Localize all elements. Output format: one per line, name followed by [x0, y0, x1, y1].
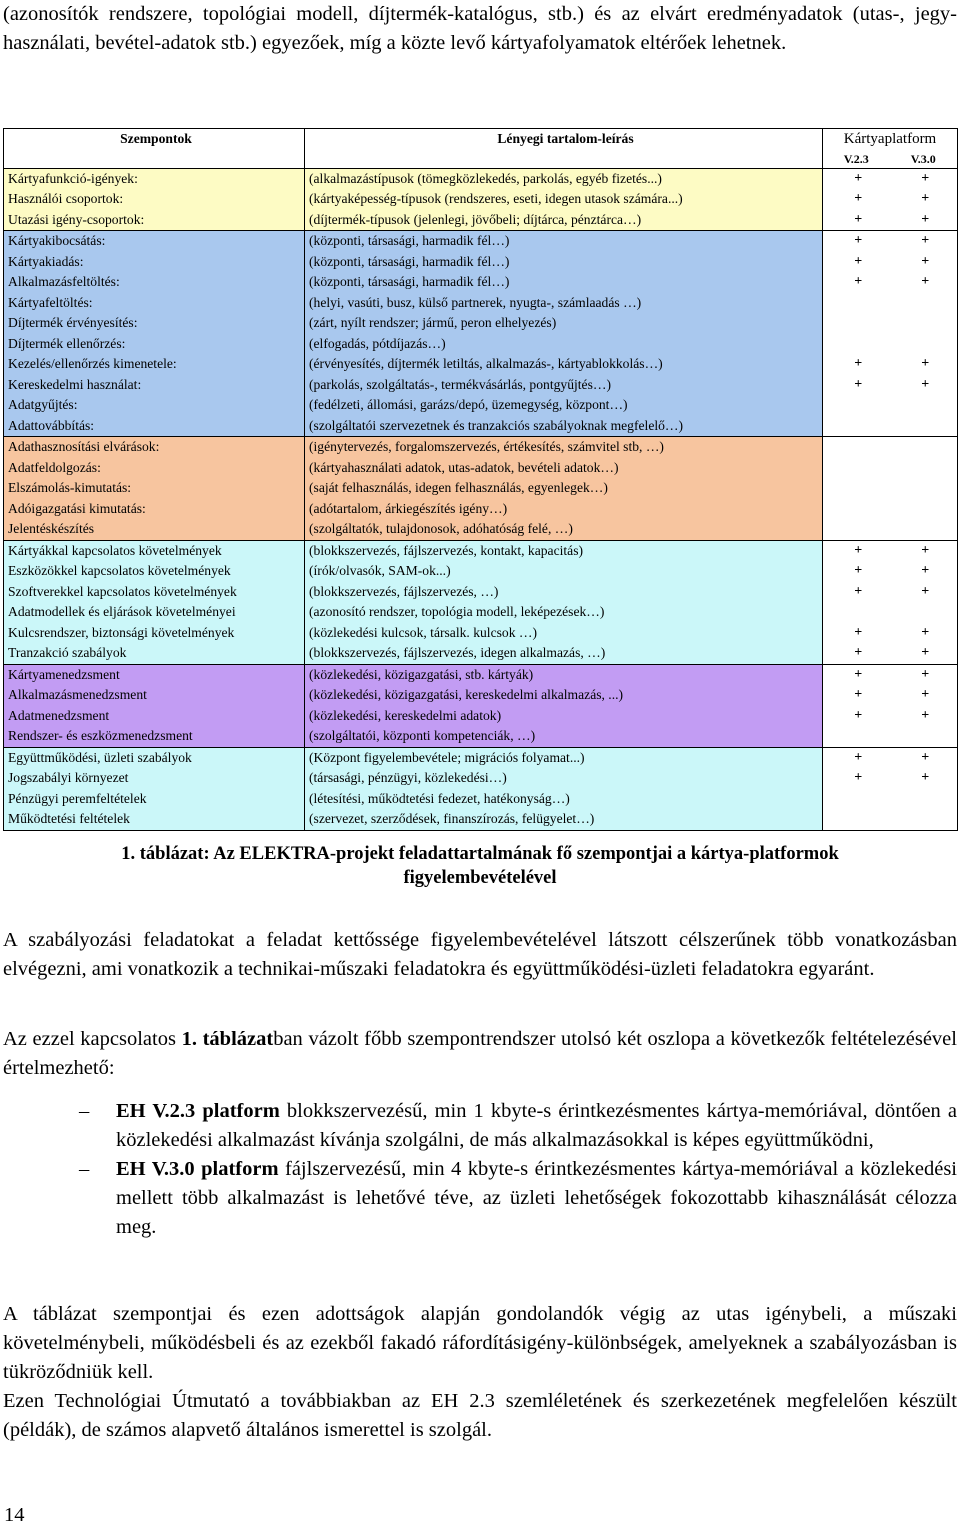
aspect-cell: Díjtermék ellenőrzés:	[4, 334, 305, 355]
aspect-cell: Adatmodellek és eljárások követelményei	[4, 602, 305, 623]
table-row	[4, 643, 958, 664]
description-cell: (fedélzeti, állomási, garázs/depó, üzemegység, központ…)	[305, 395, 823, 416]
description-cell: (létesítési, működtetési fedezet, hatékonyság…)	[305, 789, 823, 810]
v23-cell: +	[823, 231, 890, 252]
aspect-cell: Kártyakibocsátás:	[4, 231, 305, 252]
description-cell: (parkolás, szolgáltatás-, termékvásárlás, pontgyűjtés…)	[305, 375, 823, 396]
v30-cell: +	[890, 168, 958, 189]
v23-cell: +	[823, 623, 890, 644]
aspect-cell: Adatfeldolgozás:	[4, 458, 305, 479]
caption-line-2: figyelembevételével	[403, 868, 557, 888]
v23-cell	[823, 789, 890, 810]
v30-cell	[890, 499, 958, 520]
v30-cell: +	[890, 664, 958, 685]
v30-cell	[890, 416, 958, 437]
v23-cell: +	[823, 210, 890, 231]
bullet-item	[80, 1155, 957, 1242]
description-cell: (helyi, vasúti, busz, külső partnerek, nyugta-, számlaadás …)	[305, 293, 823, 314]
aspect-cell: Tranzakció szabályok	[4, 643, 305, 664]
v30-cell: +	[890, 375, 958, 396]
platform-bullet-list	[80, 1097, 957, 1242]
v23-cell: +	[823, 706, 890, 727]
aspect-cell: Kártyákkal kapcsolatos követelmények	[4, 540, 305, 561]
v30-cell	[890, 458, 958, 479]
v30-cell	[890, 789, 958, 810]
bullet-title: EH V.2.3 platform	[116, 1100, 280, 1122]
v30-cell	[890, 334, 958, 355]
v30-cell: +	[890, 706, 958, 727]
v30-cell: +	[890, 561, 958, 582]
dash-icon: –	[79, 1158, 90, 1180]
description-cell: (szolgáltatói szervezetnek és tranzakciós szabályoknak megfelelő…)	[305, 416, 823, 437]
description-cell: (alkalmazástípusok (tömegközlekedés, parkolás, egyéb fizetés...)	[305, 168, 823, 189]
v30-cell	[890, 519, 958, 540]
table-row	[4, 334, 958, 355]
table-row	[4, 395, 958, 416]
page-number: 14	[4, 1504, 25, 1526]
table-row	[4, 168, 958, 189]
description-cell: (központi, társasági, harmadik fél…)	[305, 252, 823, 273]
table-row	[4, 252, 958, 273]
aspect-cell: Díjtermék érvényesítés:	[4, 313, 305, 334]
aspect-cell: Adattovábbítás:	[4, 416, 305, 437]
table-row	[4, 747, 958, 768]
caption-line-1: 1. táblázat: Az ELEKTRA-projekt feladattartalmának fő szempontjai a kártya-platformok	[121, 844, 839, 864]
v30-cell	[890, 478, 958, 499]
aspect-cell: Utazási igény-csoportok:	[4, 210, 305, 231]
description-cell: (díjtermék-típusok (jelenlegi, jövőbeli; díjtárca, pénztárca…)	[305, 210, 823, 231]
v30-cell: +	[890, 768, 958, 789]
v23-cell	[823, 313, 890, 334]
description-cell: (írók/olvasók, SAM-ok...)	[305, 561, 823, 582]
table-row	[4, 768, 958, 789]
paragraph-2: A szabályozási feladatokat a feladat kettőssége figyelembevételével látszott célszerűnek több vonatkozásban elvégezni, ami vonatkozik a technikai-műszaki feladatokra és együttműködési-üzleti feladatokra egyaránt.	[3, 929, 957, 980]
aspect-cell: Kulcsrendszer, biztonsági követelmények	[4, 623, 305, 644]
header-card-platform: Kártyaplatform	[823, 129, 958, 150]
v30-cell: +	[890, 272, 958, 293]
v30-cell	[890, 726, 958, 747]
aspect-cell: Kártyafunkció-igények:	[4, 168, 305, 189]
table-row	[4, 189, 958, 210]
v30-cell	[890, 437, 958, 458]
description-cell: (saját felhasználás, idegen felhasználás, egyenlegek…)	[305, 478, 823, 499]
bullet-text: blokkszervezésű, min 1 kbyte-s érintkezésmentes kártya-memóriával, döntően a közlekedési alkalmazást kívánja szolgálni, de más alkalmazásokkal is képes együttműködni,	[116, 1100, 957, 1151]
table-row	[4, 272, 958, 293]
v23-cell	[823, 395, 890, 416]
table-row	[4, 231, 958, 252]
description-cell: (elfogadás, pótdíjazás…)	[305, 334, 823, 355]
aspect-cell: Szoftverekkel kapcsolatos követelmények	[4, 582, 305, 603]
bullet-item	[80, 1097, 957, 1155]
v23-cell: +	[823, 685, 890, 706]
table-row	[4, 664, 958, 685]
dash-icon: –	[79, 1100, 90, 1122]
v23-cell	[823, 416, 890, 437]
v23-cell	[823, 809, 890, 830]
aspect-cell: Pénzügyi peremfeltételek	[4, 789, 305, 810]
v30-cell: +	[890, 623, 958, 644]
v23-cell: +	[823, 540, 890, 561]
paragraph-3-after: ban vázolt főbb szempontrendszer utolsó két oszlopa a következők feltételezésével értelmezhető:	[3, 1028, 957, 1079]
table-row	[4, 582, 958, 603]
description-cell: (Központ figyelembevétele; migrációs folyamat...)	[305, 747, 823, 768]
table-row	[4, 478, 958, 499]
v23-cell	[823, 458, 890, 479]
aspect-cell: Alkalmazásmenedzsment	[4, 685, 305, 706]
aspect-cell: Elszámolás-kimutatás:	[4, 478, 305, 499]
aspect-cell: Adathasznosítási elvárások:	[4, 437, 305, 458]
aspect-cell: Adóigazgatási kimutatás:	[4, 499, 305, 520]
aspect-cell: Kártyamenedzsment	[4, 664, 305, 685]
paragraph-4: A táblázat szempontjai és ezen adottságok alapján gondolandók végig az utas igénybeli, a műszaki követelménybeli, működésbeli és az ezekből fakadó ráfordításigény-különbségek, amelyeknek a szabályozásban is tükröződniük kell.	[3, 1303, 957, 1383]
v23-cell: +	[823, 252, 890, 273]
description-cell: (társasági, pénzügyi, közlekedési…)	[305, 768, 823, 789]
description-cell: (szolgáltatói, központi kompetenciák, …)	[305, 726, 823, 747]
v23-cell: +	[823, 354, 890, 375]
v30-cell	[890, 602, 958, 623]
table-row	[4, 561, 958, 582]
table-row	[4, 354, 958, 375]
table-row	[4, 540, 958, 561]
description-cell: (adótartalom, árkiegészítés igény…)	[305, 499, 823, 520]
v23-cell	[823, 602, 890, 623]
v23-cell: +	[823, 768, 890, 789]
aspect-cell: Alkalmazásfeltöltés:	[4, 272, 305, 293]
paragraph-3	[3, 1025, 957, 1083]
description-cell: (igénytervezés, forgalomszervezés, értékesítés, számvitel stb, …)	[305, 437, 823, 458]
table-row	[4, 293, 958, 314]
bullet-text: fájlszervezésű, min 4 kbyte-s érintkezésmentes kártya-memóriával a közlekedési mellett több alkalmazást is lehetővé téve, az üzleti lehetőségek fokozottabb kihasználását célozza meg.	[116, 1158, 957, 1238]
bullet-title: EH V.3.0 platform	[116, 1158, 279, 1180]
v23-cell: +	[823, 375, 890, 396]
description-cell: (érvényesítés, díjtermék letiltás, alkalmazás-, kártyablokkolás…)	[305, 354, 823, 375]
intro-paragraph: (azonosítók rendszere, topológiai modell, díjtermék-katalógus, stb.) és az elvárt eredményadatok (utas-, jegy-használati, bevétel-adatok stb.) egyezőek, míg a közte levő kártyafolyamatok eltérőek lehetnek.	[3, 3, 957, 54]
v23-cell: +	[823, 272, 890, 293]
v23-cell	[823, 437, 890, 458]
description-cell: (blokkszervezés, fájlszervezés, …)	[305, 582, 823, 603]
table-row	[4, 416, 958, 437]
v23-cell: +	[823, 561, 890, 582]
paragraph-5: Ezen Technológiai Útmutató a továbbiakban az EH 2.3 szemléletének és szerkezetének megfelelően készült (példák), de számos alapvető általános ismerettel is szolgál.	[3, 1390, 957, 1441]
header-v30: V.3.0	[890, 150, 958, 169]
description-cell: (szolgáltatók, tulajdonosok, adóhatóság felé, …)	[305, 519, 823, 540]
aspect-cell: Használói csoportok:	[4, 189, 305, 210]
description-cell: (központi, társasági, harmadik fél…)	[305, 272, 823, 293]
description-cell: (kártyaképesség-típusok (rendszeres, eseti, idegen utasok számára...)	[305, 189, 823, 210]
description-cell: (zárt, nyílt rendszer; jármű, peron elhelyezés)	[305, 313, 823, 334]
aspects-table	[3, 128, 958, 831]
v30-cell: +	[890, 189, 958, 210]
v23-cell: +	[823, 189, 890, 210]
aspect-cell: Rendszer- és eszközmenedzsment	[4, 726, 305, 747]
description-cell: (közlekedési, közigazgatási, kereskedelmi alkalmazás, ...)	[305, 685, 823, 706]
header-content: Lényegi tartalom-leírás	[305, 129, 823, 150]
header-v23: V.2.3	[823, 150, 890, 169]
v23-cell	[823, 293, 890, 314]
v30-cell: +	[890, 685, 958, 706]
v23-cell: +	[823, 664, 890, 685]
aspect-cell: Együttműködési, üzleti szabályok	[4, 747, 305, 768]
table-row	[4, 458, 958, 479]
v23-cell	[823, 726, 890, 747]
table-caption	[0, 842, 960, 890]
v23-cell: +	[823, 643, 890, 664]
description-cell: (közlekedési, kereskedelmi adatok)	[305, 706, 823, 727]
table-row	[4, 499, 958, 520]
paragraph-3-bold: 1. táblázat	[181, 1028, 274, 1050]
v30-cell	[890, 395, 958, 416]
v23-cell: +	[823, 582, 890, 603]
aspects-table-container	[3, 128, 957, 831]
aspect-cell: Kártyafeltöltés:	[4, 293, 305, 314]
v23-cell: +	[823, 747, 890, 768]
v30-cell: +	[890, 210, 958, 231]
description-cell: (blokkszervezés, fájlszervezés, idegen alkalmazás, …)	[305, 643, 823, 664]
aspect-cell: Működtetési feltételek	[4, 809, 305, 830]
v23-cell	[823, 519, 890, 540]
aspect-cell: Kereskedelmi használat:	[4, 375, 305, 396]
table-row	[4, 685, 958, 706]
table-body	[4, 168, 958, 830]
v30-cell: +	[890, 582, 958, 603]
v30-cell: +	[890, 747, 958, 768]
header-aspects: Szempontok	[4, 129, 305, 150]
aspect-cell: Kártyakiadás:	[4, 252, 305, 273]
table-row	[4, 706, 958, 727]
table-row	[4, 602, 958, 623]
v30-cell	[890, 293, 958, 314]
description-cell: (központi, társasági, harmadik fél…)	[305, 231, 823, 252]
description-cell: (kártyahasználati adatok, utas-adatok, bevételi adatok…)	[305, 458, 823, 479]
v30-cell: +	[890, 231, 958, 252]
description-cell: (szervezet, szerződések, finanszírozás, felügyelet…)	[305, 809, 823, 830]
aspect-cell: Eszközökkel kapcsolatos követelmények	[4, 561, 305, 582]
v30-cell	[890, 809, 958, 830]
aspect-cell: Jogszabályi környezet	[4, 768, 305, 789]
aspect-cell: Kezelés/ellenőrzés kimenetele:	[4, 354, 305, 375]
table-row	[4, 375, 958, 396]
description-cell: (blokkszervezés, fájlszervezés, kontakt, kapacitás)	[305, 540, 823, 561]
v23-cell: +	[823, 168, 890, 189]
table-row	[4, 313, 958, 334]
description-cell: (közlekedési, közigazgatási, stb. kártyák)	[305, 664, 823, 685]
description-cell: (közlekedési kulcsok, társalk. kulcsok …)	[305, 623, 823, 644]
description-cell: (azonosító rendszer, topológia modell, leképezések…)	[305, 602, 823, 623]
aspect-cell: Jelentéskészítés	[4, 519, 305, 540]
table-row	[4, 726, 958, 747]
table-row	[4, 623, 958, 644]
table-row	[4, 437, 958, 458]
aspect-cell: Adatmenedzsment	[4, 706, 305, 727]
v23-cell	[823, 499, 890, 520]
v30-cell: +	[890, 252, 958, 273]
v23-cell	[823, 478, 890, 499]
v30-cell: +	[890, 540, 958, 561]
v30-cell: +	[890, 354, 958, 375]
v30-cell	[890, 313, 958, 334]
table-row	[4, 519, 958, 540]
header-spacer-1	[4, 150, 305, 169]
table-row	[4, 809, 958, 830]
v23-cell	[823, 334, 890, 355]
table-row	[4, 210, 958, 231]
v30-cell: +	[890, 643, 958, 664]
paragraph-3-before: Az ezzel kapcsolatos	[3, 1028, 182, 1050]
header-spacer-2	[305, 150, 823, 169]
table-row	[4, 789, 958, 810]
aspect-cell: Adatgyűjtés:	[4, 395, 305, 416]
